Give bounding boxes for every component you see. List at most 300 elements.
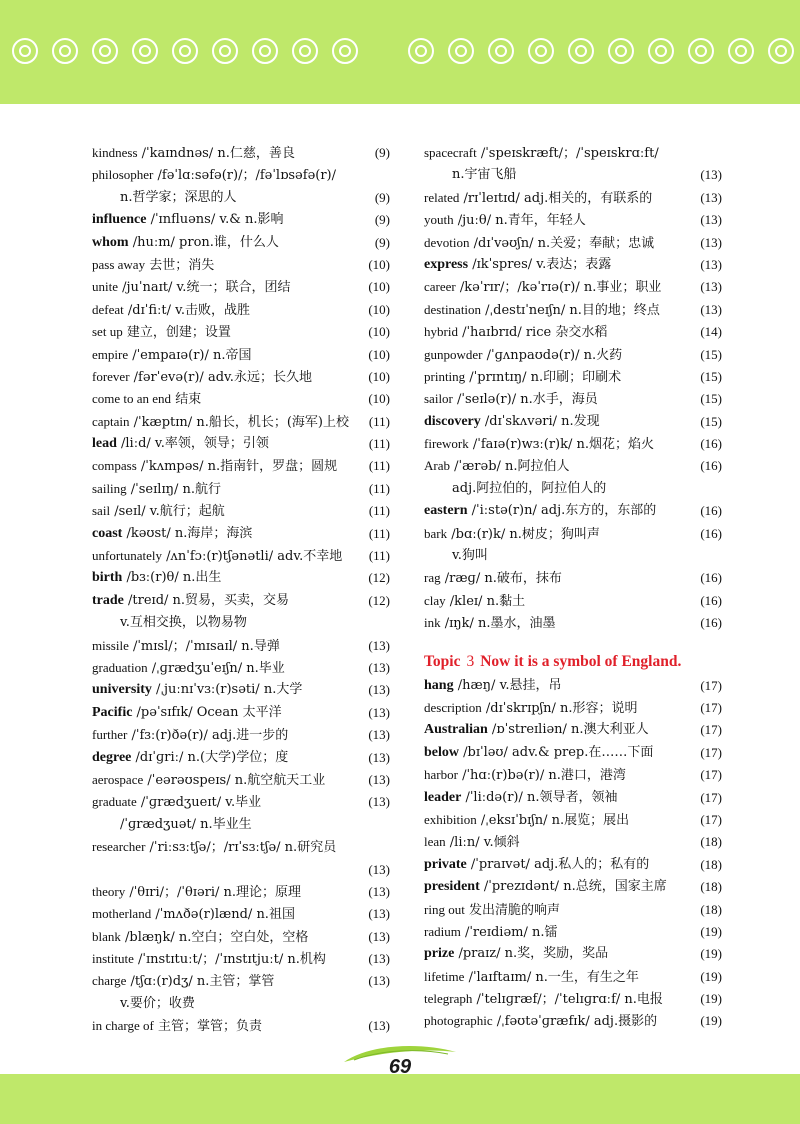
vocab-entry bbox=[424, 478, 722, 500]
vocab-word: graduate bbox=[92, 794, 137, 810]
vocab-definition: /seɪl/ v.航行；起航 bbox=[110, 504, 225, 520]
vocab-definition: /ˈhaɪbrɪd/ rice 杂交水稻 bbox=[457, 325, 608, 341]
vocab-entry bbox=[92, 769, 390, 791]
vocab-word: telegraph bbox=[424, 991, 473, 1007]
vocab-definition: /ɪkˈspres/ v.表达；表露 bbox=[468, 256, 612, 272]
ring-icon bbox=[688, 38, 714, 64]
vocab-page-ref: (13) bbox=[368, 749, 390, 765]
vocab-entry bbox=[92, 903, 390, 925]
vocab-entry bbox=[92, 455, 390, 477]
vocab-page-ref: (16) bbox=[700, 592, 722, 608]
vocab-word: related bbox=[424, 189, 460, 205]
vocab-word: description bbox=[424, 699, 482, 715]
vocab-entry bbox=[424, 675, 722, 697]
vocab-word: ink bbox=[424, 615, 441, 631]
vocab-page-ref: (16) bbox=[700, 458, 722, 474]
vocab-definition: /blæŋk/ n.空白；空白处，空格 bbox=[120, 929, 309, 945]
vocab-page-ref: (17) bbox=[700, 699, 722, 715]
vocab-word: eastern bbox=[424, 503, 468, 519]
vocab-definition: /ˌjuːnɪˈvɜː(r)səti/ n.大学 bbox=[151, 682, 303, 698]
vocab-definition: /ˈɡʌnpaʊdə(r)/ n.火药 bbox=[482, 347, 623, 363]
vocab-word: hybrid bbox=[424, 324, 458, 340]
vocab-entry bbox=[92, 679, 390, 701]
vocab-word: hang bbox=[424, 677, 454, 693]
vocab-page-ref: (13) bbox=[700, 189, 722, 205]
vocab-definition: /ˈɡrædʒueɪt/ v.毕业 bbox=[136, 795, 262, 811]
vocab-page-ref: (12) bbox=[368, 570, 390, 586]
vocab-entry bbox=[92, 209, 390, 231]
ring-icon bbox=[212, 38, 238, 64]
vocab-page-ref: (11) bbox=[368, 548, 390, 564]
vocab-page-ref: (13) bbox=[368, 951, 390, 967]
vocab-entry bbox=[424, 411, 722, 433]
vocab-word: below bbox=[424, 744, 459, 760]
vocab-page-ref: (18) bbox=[700, 834, 722, 850]
vocab-definition: 结束 bbox=[171, 392, 202, 408]
vocab-word: firework bbox=[424, 436, 469, 452]
vocab-page-ref: (13) bbox=[368, 883, 390, 899]
vocab-definition: /juˈnaɪt/ v.统一；联合，团结 bbox=[118, 280, 291, 296]
vocab-page-ref: (13) bbox=[368, 704, 390, 720]
vocab-entry bbox=[92, 926, 390, 948]
vocab-page-ref: (9) bbox=[374, 212, 390, 228]
vocab-word: theory bbox=[92, 883, 126, 899]
ring-icon bbox=[252, 38, 278, 64]
vocab-entry bbox=[92, 411, 390, 433]
vocab-definition: /ˈɪnstɪtuːt/；/ˈɪnstɪtjuːt/ n.机构 bbox=[133, 952, 326, 968]
vocab-entry bbox=[424, 500, 722, 522]
vocab-entry bbox=[424, 697, 722, 719]
vocab-entry bbox=[92, 366, 390, 388]
vocab-entry bbox=[424, 164, 722, 186]
vocab-definition: /ˈeərəʊspeɪs/ n.航空航天工业 bbox=[143, 772, 326, 788]
ring-icon bbox=[448, 38, 474, 64]
vocab-word: university bbox=[92, 682, 152, 698]
vocab-definition: v.狗叫 bbox=[452, 548, 488, 564]
vocab-page-ref: (11) bbox=[368, 503, 390, 519]
vocab-entry bbox=[92, 702, 390, 724]
vocab-definition: /rɪˈleɪtɪd/ adj.相关的，有联系的 bbox=[459, 190, 653, 206]
vocab-entry bbox=[424, 719, 722, 741]
vocab-page-ref: (13) bbox=[700, 167, 722, 183]
vocab-word: captain bbox=[92, 413, 130, 429]
vocab-definition: /fərˈevə(r)/ adv.永远；长久地 bbox=[129, 369, 312, 385]
vocab-page-ref: (13) bbox=[368, 659, 390, 675]
vocab-definition: /ˈɪnfluəns/ v.& n.影响 bbox=[146, 212, 284, 228]
vocab-page-ref: (13) bbox=[368, 906, 390, 922]
vocab-page-ref: (17) bbox=[700, 677, 722, 693]
vocab-page-ref: (13) bbox=[368, 771, 390, 787]
vocab-page-ref: (15) bbox=[700, 391, 722, 407]
vocab-page-ref: (10) bbox=[368, 368, 390, 384]
vocab-page-ref: (18) bbox=[700, 901, 722, 917]
vocab-entry bbox=[92, 523, 390, 545]
ring-icon bbox=[568, 38, 594, 64]
vocab-definition: 发出清脆的响声 bbox=[464, 902, 560, 918]
vocab-definition: /ˌdestɪˈneɪʃn/ n.目的地；终点 bbox=[481, 302, 660, 318]
vocab-page-ref: (19) bbox=[700, 991, 722, 1007]
vocab-word: career bbox=[424, 279, 456, 295]
vocab-word: bark bbox=[424, 525, 448, 541]
vocab-word: spacecraft bbox=[424, 145, 477, 160]
vocab-page-ref: (11) bbox=[368, 525, 390, 541]
vocab-word: institute bbox=[92, 951, 134, 967]
vocab-entry bbox=[92, 164, 390, 186]
right-column-entries-1 bbox=[424, 142, 722, 635]
vocab-definition: /fəˈlɑːsəfə(r)/；/fəˈlɒsəfə(r)/ bbox=[153, 168, 336, 184]
vocab-page-ref: (19) bbox=[700, 923, 722, 939]
vocab-entry bbox=[424, 209, 722, 231]
vocab-entry bbox=[92, 970, 390, 992]
vocab-definition: /kleɪ/ n.黏土 bbox=[445, 593, 526, 609]
vocab-word: rag bbox=[424, 570, 441, 586]
vocab-definition: 去世；消失 bbox=[145, 257, 215, 273]
vocab-word: leader bbox=[424, 789, 462, 805]
vocab-page-ref: (13) bbox=[368, 637, 390, 653]
vocab-word: unite bbox=[92, 279, 118, 295]
vocab-definition: /dɪˈfiːt/ v.击败，战胜 bbox=[123, 302, 251, 318]
decorative-rings bbox=[12, 38, 792, 68]
vocab-page-ref: (16) bbox=[700, 436, 722, 452]
vocab-page-ref: (18) bbox=[700, 856, 722, 872]
vocab-word: ring out bbox=[424, 901, 465, 917]
vocab-word: researcher bbox=[92, 839, 146, 855]
vocab-word: whom bbox=[92, 234, 129, 250]
vocab-word: graduation bbox=[92, 659, 148, 675]
vocab-word: destination bbox=[424, 301, 482, 317]
right-column-entries-2 bbox=[424, 675, 722, 1033]
vocab-word: aerospace bbox=[92, 771, 144, 787]
vocab-entry bbox=[424, 433, 722, 455]
vocab-definition: v.要价；收费 bbox=[120, 995, 195, 1011]
vocab-page-ref: (10) bbox=[368, 324, 390, 340]
vocab-entry bbox=[424, 612, 722, 634]
vocab-definition: /praɪz/ n.奖，奖励，奖品 bbox=[454, 946, 609, 962]
vocab-definition: /dɪˈvəʊʃn/ n.关爱；奉献；忠诚 bbox=[469, 235, 655, 251]
vocab-entry bbox=[424, 876, 722, 898]
topic-title: Now it is a symbol of England. bbox=[480, 652, 682, 670]
vocab-entry bbox=[92, 344, 390, 366]
vocab-definition: /ˈtelɪɡræf/；/ˈtelɪɡrɑːf/ n.电报 bbox=[472, 992, 663, 1008]
vocab-page-ref: (18) bbox=[700, 879, 722, 895]
vocab-page-ref: (13) bbox=[700, 212, 722, 228]
vocab-entry bbox=[92, 657, 390, 679]
vocab-entry bbox=[92, 276, 390, 298]
vocab-word: trade bbox=[92, 592, 124, 608]
vocab-word: sailing bbox=[92, 480, 127, 496]
topic-number: 3 bbox=[466, 652, 475, 670]
vocab-definition: /ˈhɑː(r)bə(r)/ n.港口，港湾 bbox=[457, 768, 626, 784]
vocab-definition: /kəˈrɪr/；/kəˈrɪə(r)/ n.事业；职业 bbox=[455, 280, 662, 296]
ring-icon bbox=[172, 38, 198, 64]
vocab-word: forever bbox=[92, 368, 130, 384]
vocab-entry bbox=[92, 881, 390, 903]
vocab-entry bbox=[424, 254, 722, 276]
vocab-definition: /ˈempaɪə(r)/ n.帝国 bbox=[128, 347, 252, 363]
vocab-definition: /ˈliːdə(r)/ n.领导者，领袖 bbox=[461, 789, 618, 805]
vocab-word: degree bbox=[92, 749, 132, 765]
vocab-word: Australian bbox=[424, 722, 488, 738]
vocab-page-ref: (10) bbox=[368, 346, 390, 362]
vocab-definition: /ˈθɪri/；/ˈθɪəri/ n.理论；原理 bbox=[125, 884, 302, 900]
vocab-definition: n.哲学家；深思的人 bbox=[120, 189, 237, 205]
vocab-definition: /ˈfɜː(r)ðə(r)/ adj.进一步的 bbox=[127, 728, 289, 744]
vocab-word: blank bbox=[92, 928, 121, 944]
vocab-page-ref: (10) bbox=[368, 301, 390, 317]
ring-icon bbox=[132, 38, 158, 64]
vocab-entry bbox=[424, 921, 722, 943]
vocab-word: empire bbox=[92, 346, 129, 362]
ring-icon bbox=[92, 38, 118, 64]
vocab-word: lifetime bbox=[424, 968, 465, 984]
vocab-page-ref: (9) bbox=[374, 145, 390, 160]
vocab-page-ref: (9) bbox=[374, 189, 390, 205]
vocab-entry bbox=[92, 635, 390, 657]
vocab-definition: /ræɡ/ n.破布，抹布 bbox=[440, 571, 562, 587]
vocab-definition: n.宇宙飞船 bbox=[452, 167, 517, 183]
vocab-definition: /kəʊst/ n.海岸；海滨 bbox=[122, 525, 253, 541]
vocab-entry bbox=[92, 567, 390, 589]
vocab-definition: adj.阿拉伯的，阿拉伯人的 bbox=[452, 480, 607, 496]
vocab-definition: /ˈkʌmpəs/ n.指南针，罗盘；圆规 bbox=[136, 459, 338, 475]
vocab-page-ref: (11) bbox=[368, 436, 390, 452]
vocab-entry bbox=[92, 321, 390, 343]
vocab-page-ref: (14) bbox=[700, 324, 722, 340]
vocab-entry bbox=[424, 232, 722, 254]
ring-icon bbox=[408, 38, 434, 64]
vocab-definition: /ˈprezɪdənt/ n.总统，国家主席 bbox=[479, 879, 667, 895]
vocab-definition: /ˌɡrædʒuˈeɪʃn/ n.毕业 bbox=[147, 660, 285, 676]
vocab-entry bbox=[424, 1010, 722, 1032]
vocab-page-ref: (10) bbox=[368, 391, 390, 407]
vocab-word: prize bbox=[424, 946, 455, 962]
vocab-word: philosopher bbox=[92, 167, 154, 183]
vocab-entry bbox=[424, 142, 722, 164]
vocab-definition: /ˈmɪsl/；/ˈmɪsaɪl/ n.导弹 bbox=[128, 638, 280, 654]
vocab-page-ref: (15) bbox=[700, 346, 722, 362]
vocab-word: compass bbox=[92, 458, 137, 474]
vocab-definition: /juːθ/ n.青年，年轻人 bbox=[453, 213, 586, 229]
vocab-word: sail bbox=[92, 503, 111, 519]
vocab-page-ref: (13) bbox=[368, 794, 390, 810]
vocab-entry bbox=[424, 299, 722, 321]
vocab-entry bbox=[92, 500, 390, 522]
vocab-definition: /liːd/ v.率领，领导；引领 bbox=[116, 436, 269, 452]
vocab-entry bbox=[92, 859, 390, 881]
vocab-word: exhibition bbox=[424, 811, 477, 827]
vocab-entry bbox=[424, 943, 722, 965]
vocab-entry bbox=[92, 836, 390, 858]
vocab-page-ref: (19) bbox=[700, 968, 722, 984]
vocab-entry bbox=[92, 187, 390, 209]
vocab-definition: /ˈærəb/ n.阿拉伯人 bbox=[450, 459, 570, 475]
vocab-entry bbox=[424, 366, 722, 388]
ring-icon bbox=[332, 38, 358, 64]
vocab-definition: /treɪd/ n.贸易，买卖，交易 bbox=[123, 592, 290, 608]
vocab-page-ref: (17) bbox=[700, 789, 722, 805]
vocab-entry bbox=[424, 854, 722, 876]
vocab-page-ref: (13) bbox=[700, 234, 722, 250]
vocab-entry bbox=[424, 567, 722, 589]
vocab-word: in charge of bbox=[92, 1018, 154, 1034]
vocab-page-ref: (17) bbox=[700, 767, 722, 783]
vocab-entry bbox=[424, 988, 722, 1010]
vocab-entry bbox=[92, 948, 390, 970]
vocab-word: radium bbox=[424, 923, 461, 939]
vocab-word: president bbox=[424, 879, 480, 895]
right-column bbox=[424, 142, 722, 1033]
vocab-definition: /ˈfaɪə(r)wɜː(r)k/ n.烟花；焰火 bbox=[468, 437, 654, 453]
vocab-word: come to an end bbox=[92, 391, 172, 407]
vocab-word: Pacific bbox=[92, 704, 133, 720]
vocab-definition: /dɪˈɡriː/ n.(大学)学位；度 bbox=[131, 749, 289, 765]
ring-icon bbox=[488, 38, 514, 64]
vocab-page-ref: (11) bbox=[368, 458, 390, 474]
vocab-word: unfortunately bbox=[92, 548, 163, 564]
vocab-definition: /bɪˈləʊ/ adv.& prep.在……下面 bbox=[459, 744, 654, 760]
vocab-entry bbox=[92, 433, 390, 455]
vocab-page-ref: (13) bbox=[368, 861, 390, 877]
ring-icon bbox=[52, 38, 78, 64]
vocab-entry bbox=[424, 388, 722, 410]
vocab-definition: /pəˈsɪfɪk/ Ocean 太平洋 bbox=[132, 704, 282, 720]
vocab-definition: /ˈkæptɪn/ n.船长，机长；(海军)上校 bbox=[129, 414, 349, 430]
ring-icon bbox=[648, 38, 674, 64]
ring-icon bbox=[12, 38, 38, 64]
vocab-entry bbox=[424, 787, 722, 809]
vocab-entry bbox=[92, 299, 390, 321]
vocab-definition: /ʌnˈfɔː(r)tʃənətli/ adv.不幸地 bbox=[162, 549, 343, 565]
vocab-definition: /ˈseɪlə(r)/ n.水手，海员 bbox=[452, 392, 598, 408]
ring-icon bbox=[728, 38, 754, 64]
vocab-definition: /ɒˈstreɪliən/ n.澳大利亚人 bbox=[487, 722, 649, 738]
vocab-entry bbox=[424, 590, 722, 612]
vocab-word: youth bbox=[424, 212, 454, 228]
vocab-definition: /ˈɡrædʒuət/ n.毕业生 bbox=[120, 816, 252, 832]
vocab-word: lead bbox=[92, 436, 117, 452]
vocab-page-ref: (12) bbox=[368, 592, 390, 608]
vocab-entry bbox=[92, 388, 390, 410]
vocab-definition: /ˈriːsɜːtʃə/；/rɪˈsɜːtʃə/ n.研究员 bbox=[145, 840, 337, 856]
vocab-entry bbox=[92, 254, 390, 276]
vocab-definition: 建立，创建；设置 bbox=[122, 325, 231, 341]
vocab-definition: /ˈseɪlɪŋ/ n.航行 bbox=[126, 481, 221, 497]
vocab-entry bbox=[424, 344, 722, 366]
vocab-word: influence bbox=[92, 212, 147, 228]
page-number-badge bbox=[340, 1040, 460, 1080]
vocab-definition: /ˌeksɪˈbɪʃn/ n.展览；展出 bbox=[476, 812, 630, 828]
vocab-entry bbox=[92, 814, 390, 836]
vocab-page-ref: (16) bbox=[700, 525, 722, 541]
vocab-entry bbox=[424, 455, 722, 477]
vocab-page-ref: (15) bbox=[700, 413, 722, 429]
vocab-definition: /ˈlaɪftaɪm/ n.一生，有生之年 bbox=[464, 969, 639, 985]
vocab-page-ref: (10) bbox=[368, 256, 390, 272]
vocab-definition: /ˈiːstə(r)n/ adj.东方的，东部的 bbox=[467, 503, 657, 519]
vocab-word: pass away bbox=[92, 256, 146, 272]
vocab-page-ref: (13) bbox=[368, 1018, 390, 1034]
vocab-entry bbox=[92, 612, 390, 634]
vocab-definition: /ˌfəʊtəˈɡræfɪk/ adj.摄影的 bbox=[492, 1014, 658, 1030]
vocab-definition: v.互相交换，以物易物 bbox=[120, 615, 247, 631]
vocab-definition: /tʃɑː(r)dʒ/ n.主管；掌管 bbox=[126, 974, 275, 990]
vocab-definition: /ˈpraɪvət/ adj.私人的；私有的 bbox=[466, 856, 650, 872]
vocab-word: gunpowder bbox=[424, 346, 483, 362]
vocab-definition: /ɪŋk/ n.墨水，油墨 bbox=[440, 616, 556, 632]
vocab-page-ref: (16) bbox=[700, 570, 722, 586]
vocab-entry bbox=[424, 321, 722, 343]
vocab-word: kindness bbox=[92, 145, 138, 160]
vocab-page-ref: (9) bbox=[374, 234, 390, 250]
vocab-word: birth bbox=[92, 570, 123, 586]
vocab-page-ref: (11) bbox=[368, 480, 390, 496]
vocab-page-ref: (16) bbox=[700, 503, 722, 519]
vocab-word: printing bbox=[424, 368, 466, 384]
vocab-page-ref: (13) bbox=[700, 279, 722, 295]
vocab-entry bbox=[92, 232, 390, 254]
header-band bbox=[0, 0, 800, 104]
vocab-word: harbor bbox=[424, 767, 458, 783]
vocab-page-ref: (17) bbox=[700, 722, 722, 738]
vocab-entry bbox=[92, 993, 390, 1015]
vocab-entry bbox=[92, 590, 390, 612]
vocab-entry bbox=[92, 478, 390, 500]
vocab-word: clay bbox=[424, 592, 446, 608]
vocab-word: defeat bbox=[92, 301, 124, 317]
vocab-entry bbox=[92, 791, 390, 813]
vocab-entry bbox=[92, 747, 390, 769]
vocab-entry bbox=[424, 742, 722, 764]
vocab-entry bbox=[424, 966, 722, 988]
vocab-definition: /ˈkaɪndnəs/ n.仁慈，善良 bbox=[137, 146, 295, 161]
vocab-entry bbox=[424, 187, 722, 209]
vocab-definition: /liːn/ v.倾斜 bbox=[445, 835, 520, 851]
vocab-definition: /dɪˈskrɪpʃn/ n.形容；说明 bbox=[481, 700, 638, 716]
vocab-page-ref: (17) bbox=[700, 744, 722, 760]
vocab-definition: /ˈprɪntɪŋ/ n.印刷；印刷术 bbox=[465, 369, 622, 385]
vocab-word: photographic bbox=[424, 1013, 493, 1029]
vocab-entry bbox=[424, 276, 722, 298]
vocab-page-ref: (13) bbox=[700, 256, 722, 272]
vocab-word: lean bbox=[424, 834, 446, 850]
vocab-page-ref: (19) bbox=[700, 946, 722, 962]
vocab-word: motherland bbox=[92, 906, 152, 922]
vocab-entry bbox=[424, 545, 722, 567]
vocab-entry bbox=[92, 545, 390, 567]
vocab-word: missile bbox=[92, 637, 129, 653]
vocab-entry bbox=[424, 523, 722, 545]
vocab-word: coast bbox=[92, 525, 123, 541]
vocab-page-ref: (16) bbox=[700, 615, 722, 631]
vocab-page-ref: (13) bbox=[368, 973, 390, 989]
vocab-entry bbox=[424, 831, 722, 853]
vocab-page-ref: (15) bbox=[700, 368, 722, 384]
vocab-word: Arab bbox=[424, 458, 450, 474]
vocab-page-ref: (19) bbox=[700, 1013, 722, 1029]
vocab-definition: /ˈspeɪskræft/；/ˈspeɪskrɑːft/ bbox=[476, 146, 659, 161]
topic-label: Topic bbox=[424, 652, 461, 670]
vocab-word: charge bbox=[92, 973, 127, 989]
vocab-definition: /bɜː(r)θ/ n.出生 bbox=[122, 570, 222, 586]
vocab-definition: 主管；掌管；负责 bbox=[153, 1019, 262, 1035]
vocab-word: sailor bbox=[424, 391, 453, 407]
vocab-entry bbox=[424, 764, 722, 786]
vocab-definition: /huːm/ pron.谁，什么人 bbox=[128, 234, 279, 250]
ring-icon bbox=[528, 38, 554, 64]
vocab-definition: /bɑː(r)k/ n.树皮；狗叫声 bbox=[447, 526, 600, 542]
vocab-page-ref: (13) bbox=[700, 301, 722, 317]
vocab-word: private bbox=[424, 856, 467, 872]
